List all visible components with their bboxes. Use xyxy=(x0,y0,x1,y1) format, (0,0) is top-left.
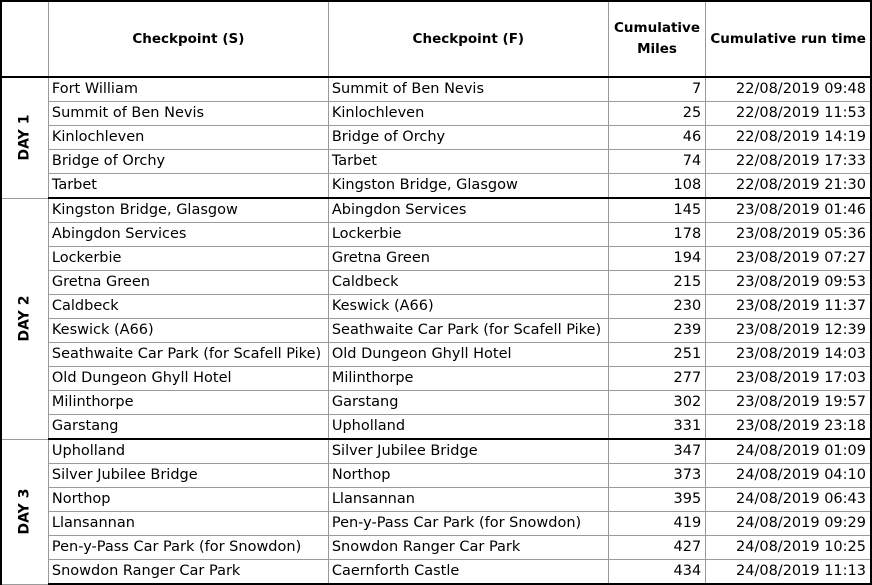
cumulative-miles-cell: 215 xyxy=(608,271,705,295)
table-row xyxy=(1,295,871,319)
table-row xyxy=(1,102,871,126)
day-label xyxy=(1,77,48,198)
table-row xyxy=(1,126,871,150)
table-row xyxy=(1,319,871,343)
checkpoint-start-cell: Seathwaite Car Park (for Scafell Pike) xyxy=(48,343,328,367)
table-row xyxy=(1,488,871,512)
checkpoint-finish-cell: Kingston Bridge, Glasgow xyxy=(328,174,608,199)
table-row xyxy=(1,150,871,174)
table-row xyxy=(1,271,871,295)
cumulative-miles-cell: 434 xyxy=(608,560,705,585)
cumulative-miles-cell: 302 xyxy=(608,391,705,415)
checkpoint-finish-cell: Pen-y-Pass Car Park (for Snowdon) xyxy=(328,512,608,536)
checkpoint-start-cell: Gretna Green xyxy=(48,271,328,295)
checkpoint-start-cell: Fort William xyxy=(48,77,328,102)
table-row xyxy=(1,439,871,464)
checkpoint-start-cell: Snowdon Ranger Car Park xyxy=(48,560,328,585)
cumulative-time-cell: 24/08/2019 01:09 xyxy=(706,439,871,464)
table-row xyxy=(1,415,871,440)
cumulative-miles-cell: 108 xyxy=(608,174,705,199)
checkpoint-start-cell: Garstang xyxy=(48,415,328,440)
cumulative-time-cell: 22/08/2019 17:33 xyxy=(706,150,871,174)
cumulative-time-cell: 23/08/2019 14:03 xyxy=(706,343,871,367)
checkpoint-start-cell: Caldbeck xyxy=(48,295,328,319)
header-miles-line1: Cumulative xyxy=(614,20,700,36)
table-row xyxy=(1,343,871,367)
checkpoint-start-cell: Llansannan xyxy=(48,512,328,536)
cumulative-miles-cell: 7 xyxy=(608,77,705,102)
checkpoint-finish-cell: Garstang xyxy=(328,391,608,415)
cumulative-miles-cell: 419 xyxy=(608,512,705,536)
checkpoint-finish-cell: Old Dungeon Ghyll Hotel xyxy=(328,343,608,367)
checkpoint-start-cell: Bridge of Orchy xyxy=(48,150,328,174)
cumulative-miles-cell: 395 xyxy=(608,488,705,512)
cumulative-time-cell: 23/08/2019 12:39 xyxy=(706,319,871,343)
table-row xyxy=(1,247,871,271)
checkpoint-start-cell: Upholland xyxy=(48,439,328,464)
cumulative-miles-cell: 194 xyxy=(608,247,705,271)
cumulative-miles-cell: 46 xyxy=(608,126,705,150)
cumulative-miles-cell: 331 xyxy=(608,415,705,440)
checkpoint-finish-cell: Seathwaite Car Park (for Scafell Pike) xyxy=(328,319,608,343)
header-checkpoint-finish: Checkpoint (F) xyxy=(328,1,608,77)
checkpoint-finish-cell: Tarbet xyxy=(328,150,608,174)
table-row xyxy=(1,77,871,102)
table-row xyxy=(1,391,871,415)
cumulative-time-cell: 24/08/2019 11:13 xyxy=(706,560,871,585)
table-row xyxy=(1,464,871,488)
day-label-text: DAY 1 xyxy=(16,114,33,161)
cumulative-miles-cell: 347 xyxy=(608,439,705,464)
cumulative-time-cell: 22/08/2019 09:48 xyxy=(706,77,871,102)
checkpoint-finish-cell: Keswick (A66) xyxy=(328,295,608,319)
checkpoint-finish-cell: Abingdon Services xyxy=(328,198,608,223)
checkpoint-start-cell: Lockerbie xyxy=(48,247,328,271)
header-miles-line2: Miles xyxy=(637,41,677,57)
table-row xyxy=(1,223,871,247)
checkpoint-finish-cell: Silver Jubilee Bridge xyxy=(328,439,608,464)
header-checkpoint-start: Checkpoint (S) xyxy=(48,1,328,77)
cumulative-time-cell: 23/08/2019 01:46 xyxy=(706,198,871,223)
cumulative-miles-cell: 178 xyxy=(608,223,705,247)
checkpoint-start-cell: Pen-y-Pass Car Park (for Snowdon) xyxy=(48,536,328,560)
checkpoint-finish-cell: Lockerbie xyxy=(328,223,608,247)
cumulative-miles-cell: 145 xyxy=(608,198,705,223)
cumulative-time-cell: 23/08/2019 09:53 xyxy=(706,271,871,295)
cumulative-time-cell: 23/08/2019 17:03 xyxy=(706,367,871,391)
cumulative-time-cell: 23/08/2019 23:18 xyxy=(706,415,871,440)
header-day xyxy=(1,1,48,77)
checkpoint-finish-cell: Bridge of Orchy xyxy=(328,126,608,150)
cumulative-time-cell: 24/08/2019 09:29 xyxy=(706,512,871,536)
cumulative-time-cell: 24/08/2019 10:25 xyxy=(706,536,871,560)
checkpoint-finish-cell: Caldbeck xyxy=(328,271,608,295)
checkpoint-finish-cell: Snowdon Ranger Car Park xyxy=(328,536,608,560)
cumulative-time-cell: 22/08/2019 21:30 xyxy=(706,174,871,199)
cumulative-miles-cell: 427 xyxy=(608,536,705,560)
header-row xyxy=(1,1,871,77)
cumulative-time-cell: 22/08/2019 11:53 xyxy=(706,102,871,126)
header-cumulative-miles xyxy=(608,1,705,77)
checkpoint-finish-cell: Gretna Green xyxy=(328,247,608,271)
checkpoint-finish-cell: Upholland xyxy=(328,415,608,440)
table-row xyxy=(1,536,871,560)
checkpoint-start-cell: Keswick (A66) xyxy=(48,319,328,343)
day-label xyxy=(1,439,48,584)
checkpoint-start-cell: Kingston Bridge, Glasgow xyxy=(48,198,328,223)
checkpoint-finish-cell: Milinthorpe xyxy=(328,367,608,391)
checkpoint-start-cell: Tarbet xyxy=(48,174,328,199)
day-label-text: DAY 3 xyxy=(16,488,33,535)
cumulative-time-cell: 23/08/2019 07:27 xyxy=(706,247,871,271)
checkpoint-finish-cell: Kinlochleven xyxy=(328,102,608,126)
cumulative-time-cell: 23/08/2019 11:37 xyxy=(706,295,871,319)
checkpoint-start-cell: Summit of Ben Nevis xyxy=(48,102,328,126)
cumulative-time-cell: 23/08/2019 19:57 xyxy=(706,391,871,415)
cumulative-miles-cell: 25 xyxy=(608,102,705,126)
day-label-text: DAY 2 xyxy=(16,295,33,342)
checkpoint-start-cell: Milinthorpe xyxy=(48,391,328,415)
day-label xyxy=(1,198,48,439)
cumulative-miles-cell: 373 xyxy=(608,464,705,488)
cumulative-miles-cell: 74 xyxy=(608,150,705,174)
checkpoint-start-cell: Abingdon Services xyxy=(48,223,328,247)
cumulative-time-cell: 22/08/2019 14:19 xyxy=(706,126,871,150)
checkpoint-finish-cell: Llansannan xyxy=(328,488,608,512)
checkpoint-finish-cell: Summit of Ben Nevis xyxy=(328,77,608,102)
table-body xyxy=(1,77,871,584)
table-row xyxy=(1,367,871,391)
cumulative-miles-cell: 251 xyxy=(608,343,705,367)
table-row xyxy=(1,560,871,585)
cumulative-time-cell: 23/08/2019 05:36 xyxy=(706,223,871,247)
checkpoint-start-cell: Northop xyxy=(48,488,328,512)
cumulative-miles-cell: 277 xyxy=(608,367,705,391)
header-cumulative-run-time: Cumulative run time xyxy=(706,1,871,77)
checkpoint-start-cell: Silver Jubilee Bridge xyxy=(48,464,328,488)
table-row xyxy=(1,512,871,536)
checkpoint-finish-cell: Caernforth Castle xyxy=(328,560,608,585)
table-row xyxy=(1,174,871,199)
checkpoint-start-cell: Kinlochleven xyxy=(48,126,328,150)
cumulative-time-cell: 24/08/2019 04:10 xyxy=(706,464,871,488)
cumulative-miles-cell: 230 xyxy=(608,295,705,319)
checkpoint-start-cell: Old Dungeon Ghyll Hotel xyxy=(48,367,328,391)
checkpoint-finish-cell: Northop xyxy=(328,464,608,488)
cumulative-time-cell: 24/08/2019 06:43 xyxy=(706,488,871,512)
table-row xyxy=(1,198,871,223)
cumulative-miles-cell: 239 xyxy=(608,319,705,343)
